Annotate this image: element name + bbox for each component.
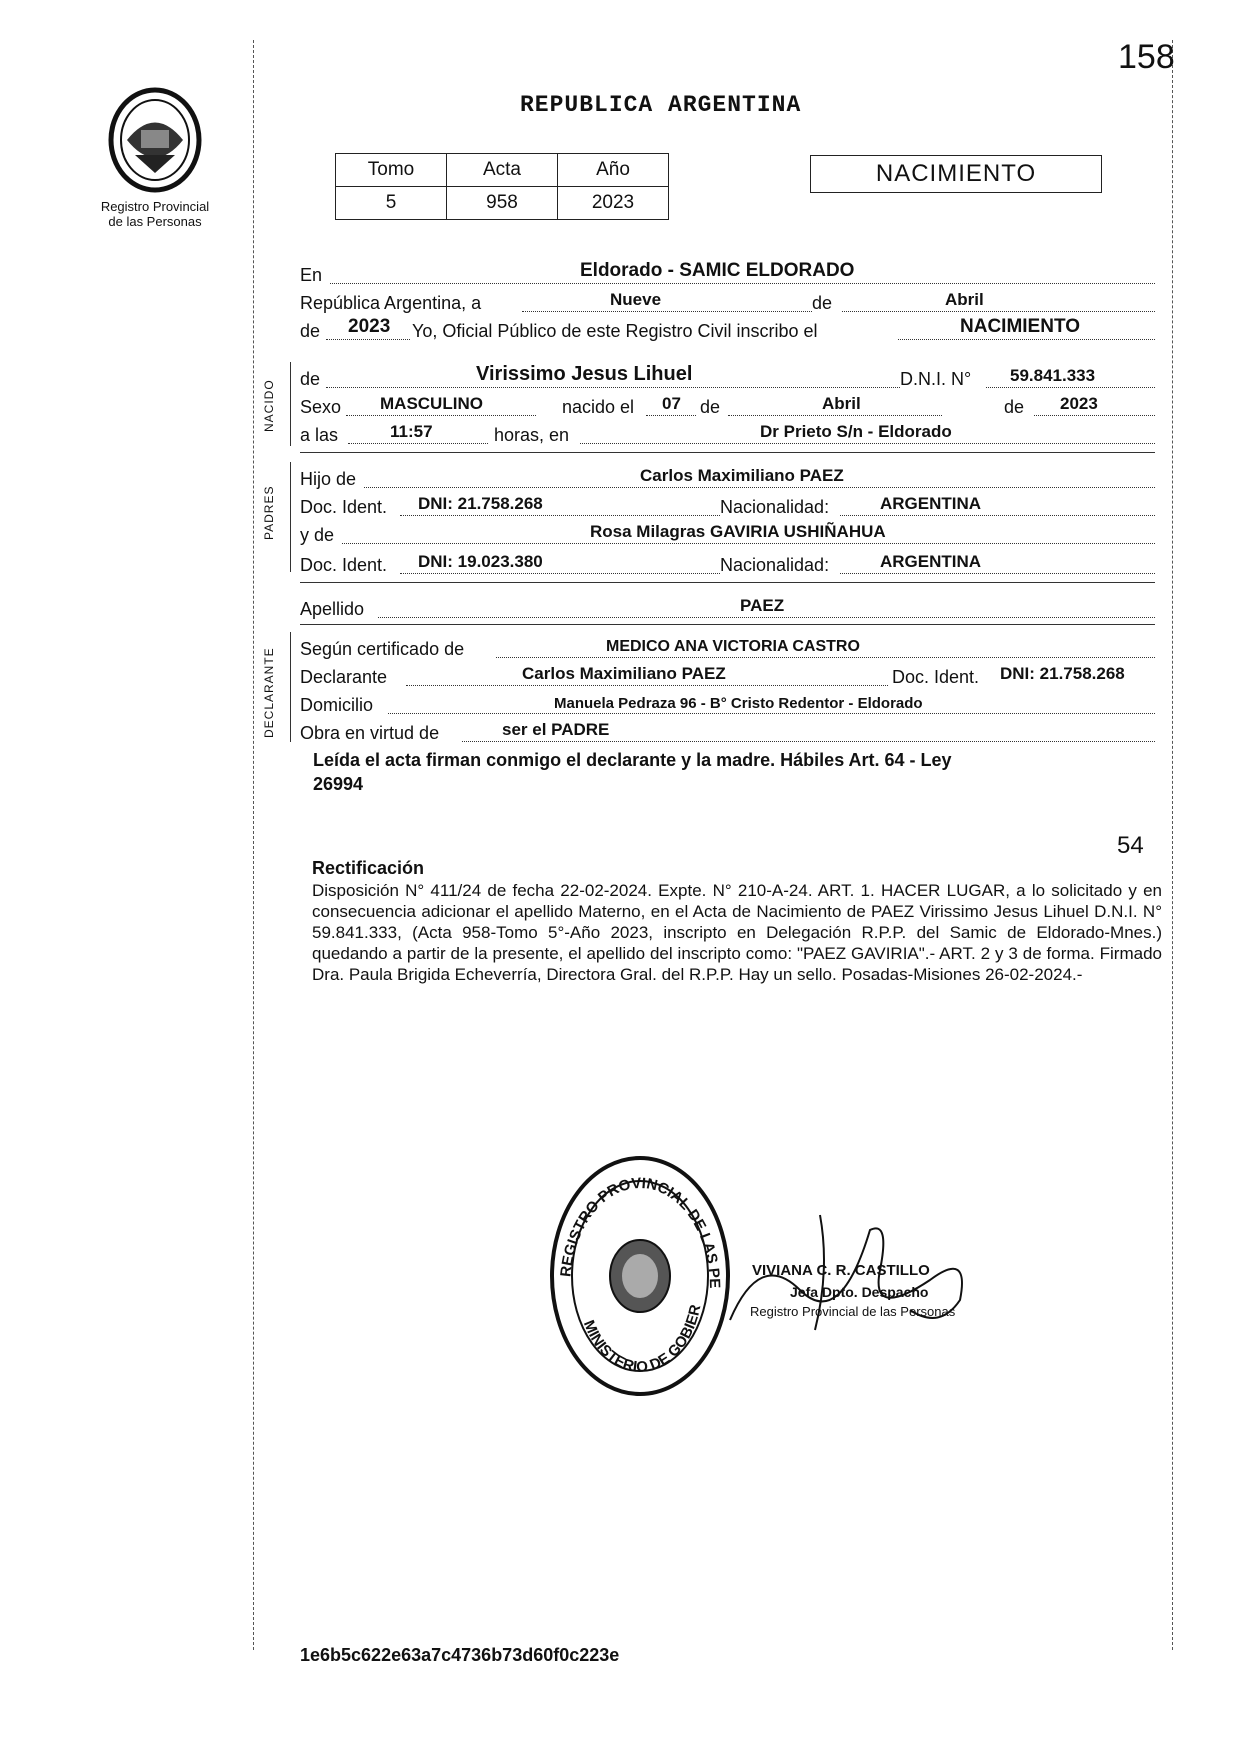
declarante-value: Carlos Maximiliano PAEZ (522, 664, 726, 683)
lugar-value: Dr Prieto S/n - Eldorado (760, 422, 952, 441)
nac-de2-label: de (1004, 397, 1025, 417)
republica-label: República Argentina, a (300, 293, 482, 313)
padre-doc-label: Doc. Ident. (300, 497, 388, 517)
acta-value: 958 (447, 187, 558, 220)
en-label: En (300, 265, 323, 285)
obra-value: ser el PADRE (502, 720, 610, 739)
nombre-value: Virissimo Jesus Lihuel (476, 363, 693, 385)
apellido-label: Apellido (300, 599, 365, 619)
seal-text-bottom: MINISTERIO DE GOBIER (579, 1303, 705, 1376)
left-margin-line (253, 40, 254, 1650)
registry-logo (95, 85, 215, 229)
row-oficial (300, 318, 1155, 344)
y-de-label: y de (300, 525, 335, 545)
signatory-role: Jefa Dpto. Despacho (790, 1284, 929, 1300)
padre-doc-value: DNI: 21.758.268 (418, 494, 543, 513)
signatory-name: VIVIANA C. R. CASTILLO (752, 1262, 930, 1279)
oficial-label: Yo, Oficial Público de este Registro Civil inscribo el (412, 321, 818, 341)
signatory-org: Registro Provincial de las Personas (750, 1304, 956, 1319)
madre-nac-label: Nacionalidad: (720, 555, 830, 575)
closing-note (313, 748, 1163, 796)
month-value: Abril (945, 290, 984, 309)
rectificacion-text: Disposición N° 411/24 de fecha 22-02-2024. Expte. N° 210-A-24. ART. 1. HACER LUGAR, a lo solicitado y en consecuencia adicionar el apellido Materno, en el Acta de Nacimiento de PAEZ Virissimo Jesus Lihuel D.N.I. N° 59.841.333, (Acta 958-Tomo 5°-Año 2023, inscripto en Delegación R.P.P. del Samic de Eldorado-Mnes.) quedando a partir de la presente, el apellido del inscripto como: "PAEZ GAVIRIA".- ART. 2 y 3 de forma. Firmado Dra. Paula Brigida Echeverría, Directora Gral. del R.P.P. Hay un sello. Posadas-Misiones 26-02-2024.- (312, 881, 1162, 984)
official-seal (545, 1148, 735, 1403)
decl-doc-value: DNI: 21.758.268 (1000, 664, 1125, 683)
de-label: de (812, 293, 833, 313)
row-hora (300, 422, 1155, 448)
segun-label: Según certificado de (300, 639, 465, 659)
row-padre (300, 466, 1155, 492)
row-madre (300, 522, 1155, 548)
en-value: Eldorado - SAMIC ELDORADO (580, 260, 855, 281)
apellido-value: PAEZ (740, 596, 785, 615)
declarante-label: Declarante (300, 667, 388, 687)
sexo-value: MASCULINO (380, 394, 483, 413)
logo-caption-line2: de las Personas (108, 214, 202, 229)
row-segun (300, 636, 1155, 662)
row-obra (300, 720, 1155, 746)
row-declarante (300, 664, 1155, 690)
anio-value: 2023 (558, 187, 669, 220)
row-nombre (300, 363, 1155, 392)
row-madre-doc (300, 552, 1155, 578)
seal-stamp-icon (545, 1148, 735, 1398)
acta-header: Acta (447, 154, 558, 187)
divider-nacido (300, 452, 1155, 453)
row-apellido (300, 596, 1155, 622)
closing-note-line1: Leída el acta firman conmigo el declarante y la madre. Hábiles Art. 64 - Ley (313, 750, 952, 770)
divider-apellido (300, 624, 1155, 625)
nac-anio-value: 2023 (1060, 394, 1098, 413)
page-number: 158 (1118, 38, 1175, 76)
madre-doc-value: DNI: 19.023.380 (418, 552, 543, 571)
hora-value: 11:57 (390, 422, 433, 441)
record-type-box: NACIMIENTO (810, 155, 1102, 193)
right-margin-line (1172, 40, 1173, 1650)
misiones-shield-icon (105, 85, 205, 195)
decl-doc-label: Doc. Ident. (892, 667, 980, 687)
note-number: 54 (1117, 832, 1144, 859)
nacido-section-label: NACIDO (262, 379, 276, 432)
row-padre-doc (300, 494, 1155, 520)
padre-value: Carlos Maximiliano PAEZ (640, 466, 844, 485)
reference-table (335, 153, 669, 220)
sexo-label: Sexo (300, 397, 342, 417)
document-hash: 1e6b5c622e63a7c4736b73d60f0c223e (300, 1645, 620, 1665)
row-sexo (300, 394, 1155, 420)
nacido-el-label: nacido el (562, 397, 635, 417)
row-domicilio (300, 692, 1155, 718)
declarante-section-label: DECLARANTE (262, 647, 276, 738)
seal-text-top: REGISTRO PROVINCIAL DE LAS PE (557, 1174, 724, 1289)
dni-value: 59.841.333 (1010, 366, 1096, 385)
padre-nac-label: Nacionalidad: (720, 497, 830, 517)
row-en (300, 262, 1155, 288)
de2-label: de (300, 321, 321, 341)
segun-value: MEDICO ANA VICTORIA CASTRO (606, 638, 860, 655)
tomo-value: 5 (336, 187, 447, 220)
tomo-header: Tomo (336, 154, 447, 187)
dni-label: D.N.I. N° (900, 369, 972, 389)
year-value: 2023 (348, 316, 391, 337)
madre-doc-label: Doc. Ident. (300, 555, 388, 575)
domicilio-value: Manuela Pedraza 96 - B° Cristo Redentor - Eldorado (554, 695, 923, 712)
rectificacion-title: Rectificación (312, 858, 425, 878)
nac-de-label: de (700, 397, 721, 417)
padres-section-label: PADRES (262, 485, 276, 540)
anio-header: Año (558, 154, 669, 187)
inscribo-value: NACIMIENTO (960, 316, 1080, 337)
domicilio-label: Domicilio (300, 695, 374, 715)
logo-caption-line1: Registro Provincial (100, 199, 210, 214)
a-las-label: a las (300, 425, 339, 445)
row-fecha (300, 290, 1155, 316)
horas-en-label: horas, en (494, 425, 570, 445)
madre-value: Rosa Milagras GAVIRIA USHIÑAHUA (590, 522, 886, 541)
hijo-de-label: Hijo de (300, 469, 357, 489)
divider-padres (300, 582, 1155, 583)
nac-mes-value: Abril (822, 394, 861, 413)
de-nombre-label: de (300, 369, 321, 389)
padre-nac-value: ARGENTINA (880, 494, 982, 513)
closing-note-line2: 26994 (313, 774, 364, 794)
madre-nac-value: ARGENTINA (880, 552, 982, 571)
day-value: Nueve (610, 290, 662, 309)
obra-label: Obra en virtud de (300, 723, 440, 743)
document-title: REPUBLICA ARGENTINA (520, 92, 802, 118)
nac-dia-value: 07 (662, 394, 681, 413)
